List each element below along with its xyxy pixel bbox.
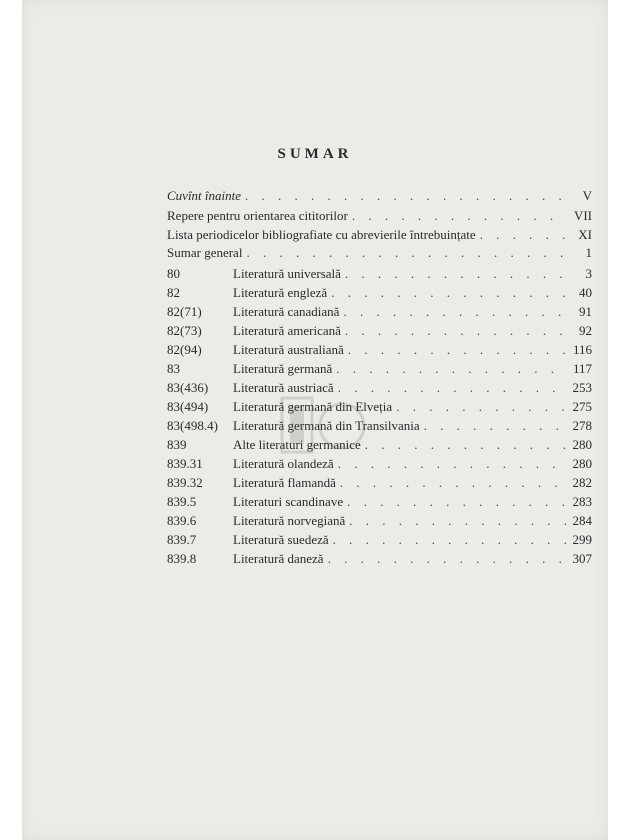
toc-front-row xyxy=(167,245,592,263)
udc-code: 839.8 xyxy=(167,551,197,566)
toc-page: 116 xyxy=(572,342,592,357)
toc-section-row xyxy=(167,285,592,303)
toc-label: Literatură canadiană xyxy=(233,304,340,319)
toc-section-row xyxy=(167,266,592,284)
toc-section-row xyxy=(167,475,592,493)
toc-page: VII xyxy=(573,208,592,223)
toc-page: 40 xyxy=(579,285,592,300)
book-page xyxy=(22,0,608,840)
toc-page: 92 xyxy=(579,323,592,338)
leader-dots xyxy=(365,437,566,453)
toc-label: Literatură daneză xyxy=(233,551,324,566)
toc-section-row xyxy=(167,323,592,341)
udc-code: 839.32 xyxy=(167,475,203,490)
toc-label: Literatură suedeză xyxy=(233,532,329,547)
toc-page: 280 xyxy=(572,456,592,471)
toc-page: 280 xyxy=(572,437,592,452)
toc-page: 307 xyxy=(572,551,592,566)
udc-code: 839.31 xyxy=(167,456,203,471)
leader-dots xyxy=(345,266,566,282)
toc-section-row xyxy=(167,532,592,550)
toc-page: V xyxy=(582,188,592,203)
leader-dots xyxy=(348,342,566,358)
udc-code: 839.7 xyxy=(167,532,197,547)
udc-code: 82(71) xyxy=(167,304,202,319)
leader-dots xyxy=(246,245,566,261)
toc-page: 299 xyxy=(572,532,592,547)
watermark-logo xyxy=(280,392,390,462)
leader-dots xyxy=(347,494,566,510)
udc-code: 83(436) xyxy=(167,380,209,395)
udc-code: 839.5 xyxy=(167,494,197,509)
udc-code: 82(94) xyxy=(167,342,202,357)
toc-section-row xyxy=(167,342,592,360)
leader-dots xyxy=(352,208,566,224)
leader-dots xyxy=(336,361,566,377)
toc-front-row xyxy=(167,188,592,206)
toc-section-row xyxy=(167,361,592,379)
toc-label: Literatură norvegiană xyxy=(233,513,346,528)
toc-label: Cuvînt înainte xyxy=(167,188,242,203)
leader-dots xyxy=(349,513,566,529)
toc-label: Literatură universală xyxy=(233,266,341,281)
leader-dots xyxy=(345,323,566,339)
toc-label: Repere pentru orientarea cititorilor xyxy=(167,208,348,223)
toc-page: 275 xyxy=(572,399,592,414)
udc-code: 83 xyxy=(167,361,180,376)
toc-page: 284 xyxy=(572,513,592,528)
udc-code: 82(73) xyxy=(167,323,202,338)
toc-front-row xyxy=(167,227,592,245)
udc-code: 839.6 xyxy=(167,513,197,528)
toc-label: Sumar general xyxy=(167,245,243,260)
toc-front-row xyxy=(167,208,592,226)
toc-label: Literatură americană xyxy=(233,323,341,338)
toc-label: Literatură germană din Elveția xyxy=(233,399,393,414)
leader-dots xyxy=(343,304,566,320)
toc-page: 283 xyxy=(572,494,592,509)
toc-page: XI xyxy=(578,227,592,242)
toc-section-row xyxy=(167,513,592,531)
toc-label: Literatură austriacă xyxy=(233,380,334,395)
toc-page: 253 xyxy=(572,380,592,395)
toc-page: 91 xyxy=(579,304,592,319)
toc-section-row xyxy=(167,494,592,512)
udc-code: 82 xyxy=(167,285,180,300)
udc-code: 83(498.4) xyxy=(167,418,218,433)
toc-label: Alte literaturi germanice xyxy=(233,437,361,452)
leader-dots xyxy=(328,551,566,567)
leader-dots xyxy=(333,532,566,548)
toc-page: 282 xyxy=(572,475,592,490)
page-title: SUMAR xyxy=(277,146,353,162)
toc-label: Literatură engleză xyxy=(233,285,328,300)
leader-dots xyxy=(340,475,566,491)
leader-dots xyxy=(396,399,566,415)
toc-section-row xyxy=(167,551,592,569)
leader-dots xyxy=(480,227,566,243)
toc-page: 1 xyxy=(585,245,592,260)
toc-section-row xyxy=(167,304,592,322)
toc-label: Literatură olandeză xyxy=(233,456,334,471)
toc-label: Literatură germană xyxy=(233,361,333,376)
toc-label: Literatură germană din Transilvania xyxy=(233,418,420,433)
leader-dots xyxy=(245,188,566,204)
udc-code: 83(494) xyxy=(167,399,209,414)
toc-page: 3 xyxy=(585,266,592,281)
toc-label: Literaturi scandinave xyxy=(233,494,344,509)
udc-code: 80 xyxy=(167,266,180,281)
toc-label: Literatură flamandă xyxy=(233,475,336,490)
toc-page: 278 xyxy=(572,418,592,433)
toc-label: Lista periodicelor bibliografiate cu abrevierile întrebuințate xyxy=(167,227,476,242)
toc-page: 117 xyxy=(572,361,592,376)
toc-label: Literatură australiană xyxy=(233,342,344,357)
udc-code: 839 xyxy=(167,437,187,452)
leader-dots xyxy=(331,285,566,301)
leader-dots xyxy=(424,418,566,434)
